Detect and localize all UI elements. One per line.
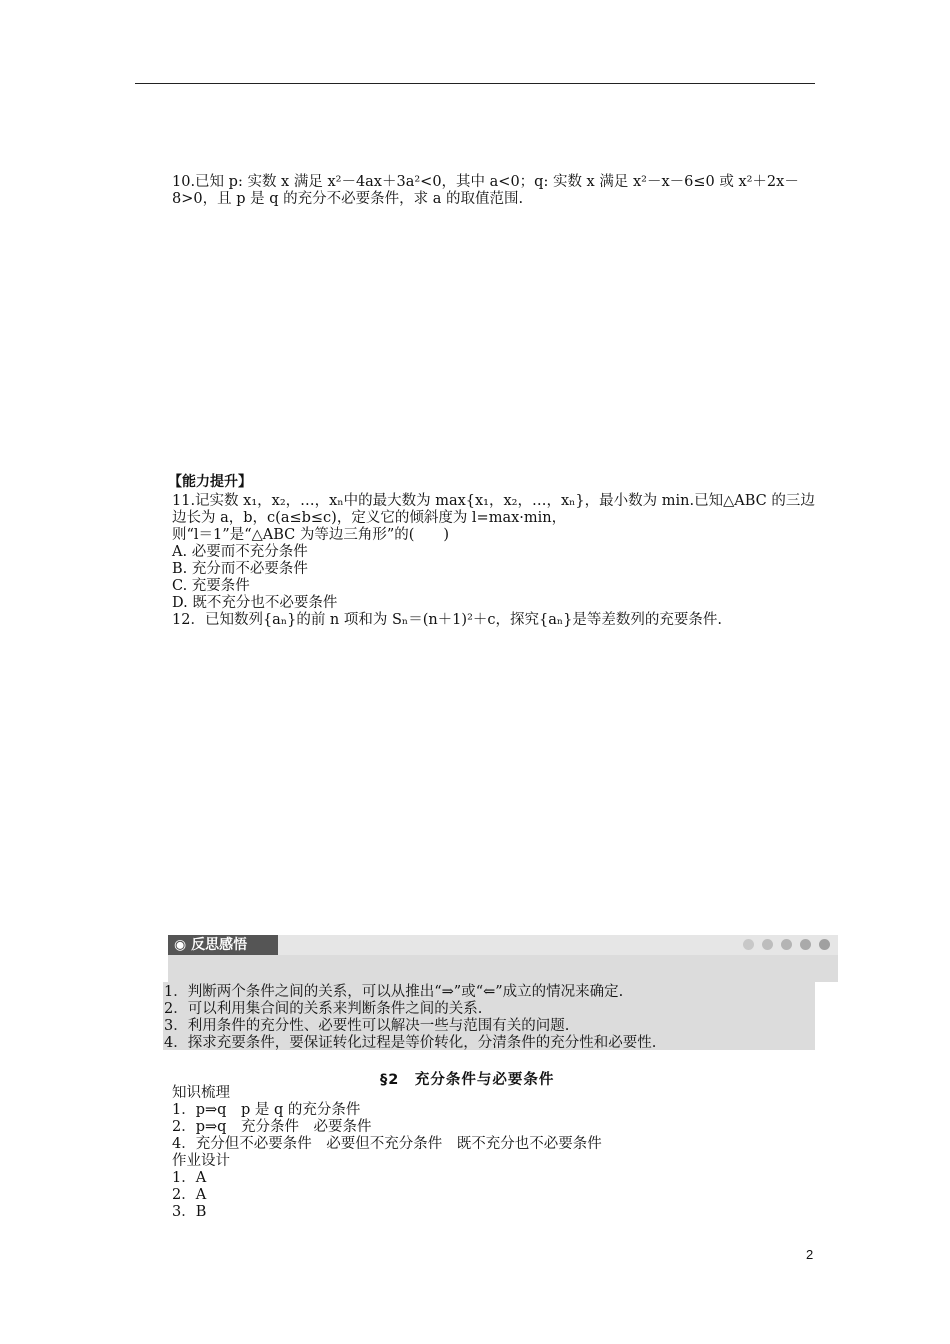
knowledge-item-2: 2．p⇒q 充分条件 必要条件 bbox=[172, 1119, 372, 1135]
answers-section-title: §2 充分条件与必要条件 bbox=[380, 1072, 555, 1088]
homework-item-3: 3．B bbox=[172, 1204, 207, 1220]
knowledge-heading: 知识梳理 bbox=[172, 1085, 230, 1101]
page-number: 2 bbox=[806, 1247, 814, 1262]
homework-item-2: 2．A bbox=[172, 1187, 207, 1203]
question-12: 12．已知数列{aₙ}的前 n 项和为 Sₙ＝(n＋1)²＋c，探究{aₙ}是等差数列的充要条件. bbox=[172, 612, 722, 628]
reflection-item-3: 3．利用条件的充分性、必要性可以解决一些与范围有关的问题. bbox=[164, 1018, 570, 1034]
option-a: A. 必要而不充分条件 bbox=[172, 544, 308, 560]
question-10-line-1: 10.已知 p: 实数 x 满足 x²－4ax＋3a²<0，其中 a<0；q: 实数 x 满足 x²－x－6≤0 或 x²＋2x－ bbox=[172, 174, 799, 190]
knowledge-item-1: 1．p⇒q p 是 q 的充分条件 bbox=[172, 1102, 361, 1118]
question-11-line-1: 11.记实数 x₁，x₂，…，xₙ中的最大数为 max{x₁，x₂，…，xₙ}，最小数为 min.已知△ABC 的三边 bbox=[172, 493, 815, 509]
header-rule bbox=[135, 83, 815, 84]
knowledge-item-3: 4．充分但不必要条件 必要但不充分条件 既不充分也不必要条件 bbox=[172, 1136, 602, 1152]
option-b: B. 充分而不必要条件 bbox=[172, 561, 308, 577]
option-d: D. 既不充分也不必要条件 bbox=[172, 595, 338, 611]
homework-item-1: 1．A bbox=[172, 1170, 207, 1186]
question-11-line-2: 边长为 a，b，c(a≤b≤c)，定义它的倾斜度为 l=max·min， bbox=[172, 510, 567, 526]
reflection-title: ◉ 反思感悟 bbox=[168, 935, 278, 955]
reflection-item-4: 4．探求充要条件，要保证转化过程是等价转化，分清条件的充分性和必要性. bbox=[164, 1035, 657, 1051]
reflection-item-1: 1．判断两个条件之间的关系，可以从推出“⇒”或“⇐”成立的情况来确定. bbox=[164, 984, 624, 1000]
option-c: C. 充要条件 bbox=[172, 578, 250, 594]
reflection-item-2: 2．可以利用集合间的关系来判断条件之间的关系. bbox=[164, 1001, 483, 1017]
reflection-strip bbox=[278, 935, 838, 955]
ability-heading: 【能力提升】 bbox=[168, 474, 252, 490]
decorative-dots-icon bbox=[743, 939, 830, 950]
question-11-line-3: 则“l＝1”是“△ABC 为等边三角形”的( ) bbox=[172, 527, 450, 543]
question-10-line-2: 8>0，且 p 是 q 的充分不必要条件，求 a 的取值范围. bbox=[172, 191, 524, 207]
homework-heading: 作业设计 bbox=[172, 1153, 230, 1169]
